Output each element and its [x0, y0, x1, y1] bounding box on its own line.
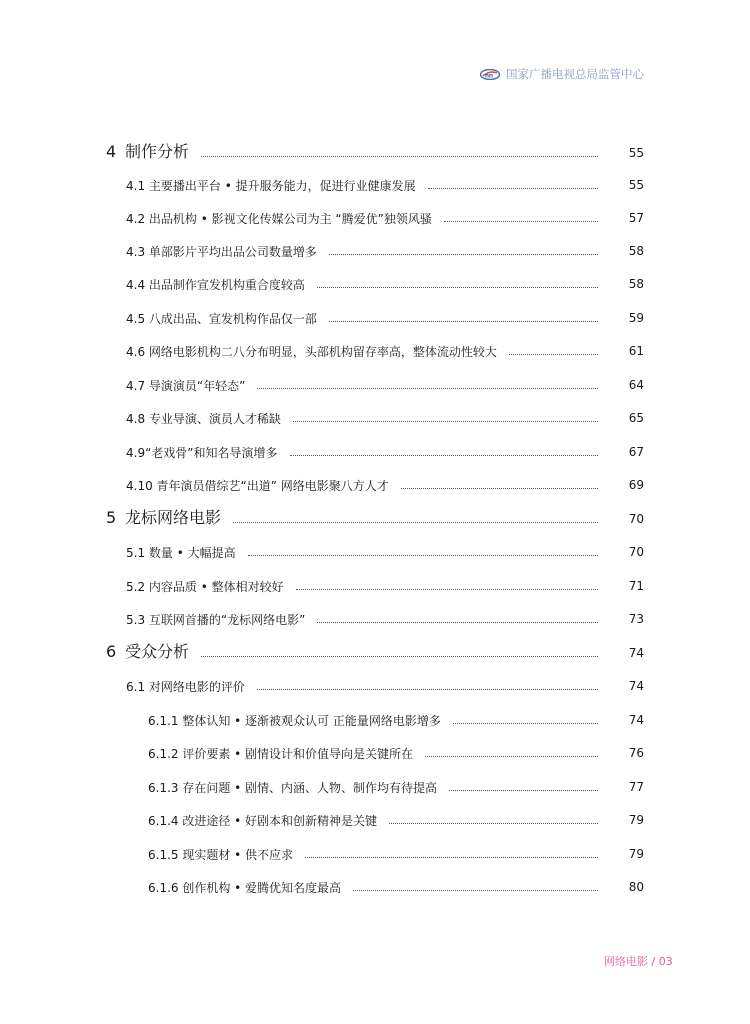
toc-page-number: 58	[628, 244, 644, 258]
toc-entry-title: 6.1 对网络电影的评价	[126, 680, 245, 694]
toc-entry-title: 4.1 主要播出平台 • 提升服务能力，促进行业健康发展	[126, 179, 416, 193]
toc-dot-leader	[290, 454, 598, 456]
toc-entry[interactable]	[0, 640, 750, 662]
toc-entry-title: 6.1.5 现实题材 • 供不应求	[148, 848, 294, 862]
toc-dot-leader	[248, 554, 598, 556]
toc-entry-title: 5.1 数量 • 大幅提高	[126, 546, 236, 560]
toc-chapter-number: 4	[106, 142, 117, 161]
toc-entry[interactable]	[0, 573, 750, 595]
toc-page-number: 74	[628, 646, 644, 660]
toc-entry[interactable]	[0, 539, 750, 561]
toc-dot-leader	[305, 856, 598, 858]
toc-page-number: 70	[628, 545, 644, 559]
toc-entry-title	[0, 505, 221, 528]
toc-dot-leader	[509, 353, 598, 355]
toc-dot-leader	[449, 789, 598, 791]
toc-entry[interactable]	[0, 707, 750, 729]
toc-entry[interactable]	[0, 305, 750, 327]
toc-page-number: 58	[628, 277, 644, 291]
toc-dot-leader	[201, 155, 598, 157]
toc-page-number: 55	[628, 178, 644, 192]
toc-entry-title: 4.3 单部影片平均出品公司数量增多	[126, 245, 317, 259]
toc-dot-leader	[428, 187, 598, 189]
toc-entry-title	[0, 139, 189, 162]
toc-page-number: 55	[628, 146, 644, 160]
toc-entry[interactable]	[0, 807, 750, 829]
toc-dot-leader	[257, 688, 598, 690]
toc-entry-title: 6.1.6 创作机构 • 爱腾优知名度最高	[148, 881, 342, 895]
toc-chapter-number: 5	[106, 508, 117, 527]
toc-chapter-text: 制作分析	[125, 142, 190, 161]
toc-dot-leader	[444, 220, 598, 222]
toc-page-number: 79	[628, 813, 644, 827]
toc-entry[interactable]	[0, 774, 750, 796]
toc-entry[interactable]	[0, 472, 750, 494]
toc-entry[interactable]	[0, 606, 750, 628]
toc-dot-leader	[453, 722, 598, 724]
toc-entry[interactable]	[0, 405, 750, 427]
toc-entry-title: 4.7 导演演员“年轻态”	[126, 379, 246, 393]
toc-entry-title: 4.6 网络电影机构二八分布明显，头部机构留存率高，整体流动性较大	[126, 345, 497, 359]
toc-page-number: 61	[628, 344, 644, 358]
toc-dot-leader	[353, 889, 598, 891]
svg-text:nn: nn	[485, 72, 493, 79]
toc-page-number: 77	[628, 780, 644, 794]
toc-dot-leader	[257, 387, 598, 389]
page-footer: 网络电影 / 03	[604, 955, 673, 968]
toc-entry[interactable]	[0, 740, 750, 762]
toc-entry[interactable]	[0, 841, 750, 863]
toc-dot-leader	[401, 487, 598, 489]
toc-page-number: 57	[628, 211, 644, 225]
toc-entry-title: 6.1.1 整体认知 • 逐渐被观众认可 正能量网络电影增多	[148, 714, 441, 728]
toc-entry[interactable]	[0, 238, 750, 260]
toc-entry-title: 6.1.4 改进途径 • 好剧本和创新精神是关键	[148, 814, 378, 828]
toc-entry[interactable]	[0, 140, 750, 162]
toc-page-number: 70	[628, 512, 644, 526]
toc-page-number: 59	[628, 311, 644, 325]
toc-page-number: 73	[628, 612, 644, 626]
toc-dot-leader	[329, 320, 598, 322]
toc-entry[interactable]	[0, 172, 750, 194]
toc-dot-leader	[317, 286, 598, 288]
toc-entry[interactable]	[0, 271, 750, 293]
toc-page-number: 67	[628, 445, 644, 459]
toc-page-number: 71	[628, 579, 644, 593]
toc-entry-title: 4.8 专业导演、演员人才稀缺	[126, 412, 281, 426]
toc-dot-leader	[296, 588, 598, 590]
toc-page-number: 74	[628, 679, 644, 693]
toc-entry-title: 5.3 互联网首播的“龙标网络电影”	[126, 613, 306, 627]
toc-entry-title: 4.2 出品机构 • 影视文化传媒公司为主 “腾爱优”独领风骚	[126, 212, 432, 226]
toc-entry[interactable]	[0, 205, 750, 227]
toc-page-number: 80	[628, 880, 644, 894]
toc-entry-title	[0, 639, 189, 662]
toc-entry[interactable]	[0, 506, 750, 528]
org-name: 国家广播电视总局监管中心	[506, 67, 644, 81]
toc-entry[interactable]	[0, 874, 750, 896]
toc-entry-title: 4.9“老戏骨”和知名导演增多	[126, 446, 278, 460]
toc-entry-title: 6.1.3 存在问题 • 剧情、内涵、人物、制作均有待提高	[148, 781, 438, 795]
toc-page-number: 65	[628, 411, 644, 425]
toc-dot-leader	[329, 253, 598, 255]
toc-entry-title: 4.5 八成出品、宣发机构作品仅一部	[126, 312, 317, 326]
toc-entry-title: 4.4 出品制作宣发机构重合度较高	[126, 278, 305, 292]
toc-page-number: 74	[628, 713, 644, 727]
toc-page-number: 76	[628, 746, 644, 760]
toc-dot-leader	[425, 755, 598, 757]
toc-entry-title: 5.2 内容品质 • 整体相对较好	[126, 580, 284, 594]
toc-chapter-number: 6	[106, 642, 117, 661]
toc-dot-leader	[201, 655, 598, 657]
toc-chapter-text: 受众分析	[125, 642, 190, 661]
toc-entry[interactable]	[0, 673, 750, 695]
toc-dot-leader	[293, 420, 598, 422]
toc-entry[interactable]	[0, 338, 750, 360]
toc-entry[interactable]	[0, 372, 750, 394]
toc-entry-title: 4.10 青年演员借综艺“出道” 网络电影聚八方人才	[126, 479, 389, 493]
toc-page-number: 64	[628, 378, 644, 392]
toc-chapter-text: 龙标网络电影	[125, 508, 222, 527]
toc-entry[interactable]	[0, 439, 750, 461]
toc-dot-leader	[317, 621, 598, 623]
toc-dot-leader	[233, 521, 598, 523]
toc-page-number: 69	[628, 478, 644, 492]
toc-page-number: 79	[628, 847, 644, 861]
toc-dot-leader	[389, 822, 598, 824]
toc-entry-title: 6.1.2 评价要素 • 剧情设计和价值导向是关键所在	[148, 747, 414, 761]
